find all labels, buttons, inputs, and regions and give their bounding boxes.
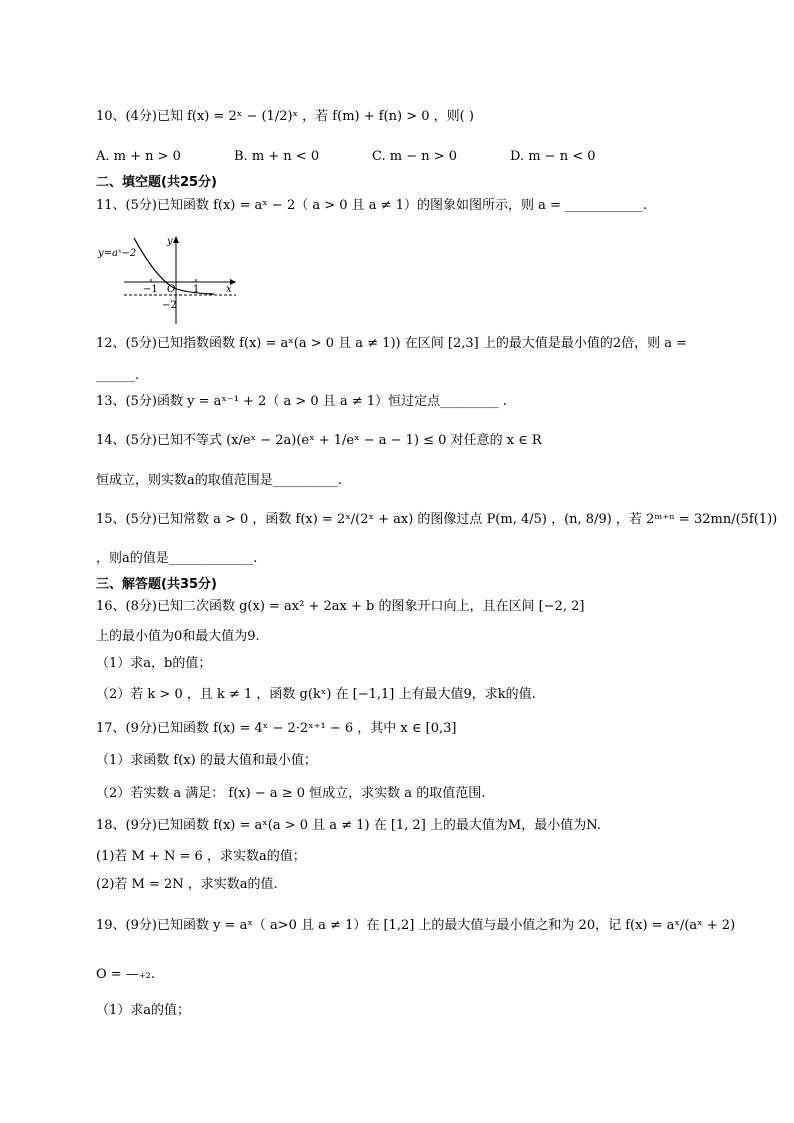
- q11-stem: 11、(5分)已知函数 f(x) = aˣ − 2（ a > 0 且 a ≠ 1）的图象如图所示，则 a = ____________.: [96, 198, 648, 213]
- q11-graph: [96, 234, 246, 324]
- curve-label: y=aˣ−2: [98, 248, 137, 259]
- q14-line1: 14、(5分)已知不等式 (x/eˣ − 2a)(eˣ + 1/eˣ − a − 1) ≤ 0 对任意的 x ∈ R: [96, 433, 542, 448]
- x-axis-label: x: [226, 284, 232, 295]
- q12-line2: ______.: [96, 368, 140, 383]
- q15-line2: ，则a的值是_____________.: [96, 551, 258, 566]
- q10-stem: 10、(4分)已知 f(x) = 2ˣ − (1/2)ˣ ，若 f(m) + f(n) > 0 ，则( ): [96, 109, 474, 124]
- q19-line1: 19、(9分)已知函数 y = aˣ（ a>0 且 a ≠ 1）在 [1,2] 上的最大值与最小值之和为 20，记 f(x) = aˣ/(aˣ + 2): [96, 918, 736, 933]
- q18-part2: (2)若 M = 2N ，求实数a的值.: [96, 877, 278, 892]
- q13-stem: 13、(5分)函数 y = aˣ⁻¹ + 2（ a > 0 且 a ≠ 1）恒过定点_________ .: [96, 394, 507, 409]
- tick-neg1: −1: [143, 284, 158, 295]
- q16-line2: 上的最小值为0和最大值为9.: [96, 629, 260, 644]
- q15-line1: 15、(5分)已知常数 a > 0 ，函数 f(x) = 2ˣ/(2ˣ + ax) 的图像过点 P(m, 4/5) ，(n, 8/9) ，若 2ᵐ⁺ⁿ = 32mn/(5f(1)): [96, 512, 778, 527]
- q17-part2: （2）若实数 a 满足： f(x) − a ≥ 0 恒成立，求实数 a 的取值范围.: [96, 786, 486, 801]
- y-axis-arrow-icon: [173, 236, 179, 243]
- q18-part1: (1)若 M + N = 6 ，求实数a的值；: [96, 849, 306, 864]
- q12-line1: 12、(5分)已知指数函数 f(x) = aˣ(a > 0 且 a ≠ 1)) 在区间 [2,3] 上的最大值是最小值的2倍，则 a =: [96, 336, 688, 351]
- q19-line2: O = —₊₂.: [96, 967, 156, 982]
- q16-part1: （1）求a，b的值；: [96, 656, 212, 671]
- q14-line2: 恒成立，则实数a的取值范围是__________.: [96, 473, 342, 488]
- tick-1: 1: [193, 284, 200, 295]
- q19-part1: （1）求a的值；: [96, 1003, 191, 1018]
- q16-line1: 16、(8分)已知二次函数 g(x) = ax² + 2ax + b 的图象开口向上，且在区间 [−2, 2]: [96, 599, 585, 614]
- q10-option-d: D. m − n < 0: [510, 149, 596, 164]
- q17-stem: 17、(9分)已知函数 f(x) = 4ˣ − 2·2ˣ⁺¹ − 6 ，其中 x ∈ [0,3]: [96, 721, 457, 736]
- q17-part1: （1）求函数 f(x) 的最大值和最小值；: [96, 753, 317, 768]
- tick-origin: O: [167, 284, 176, 295]
- tick-neg2: −2: [162, 300, 177, 311]
- q10-option-a: A. m + n > 0: [96, 149, 181, 164]
- q10-option-b: B. m + n < 0: [234, 149, 320, 164]
- section-fill-in-heading: 二、填空题(共25分): [96, 175, 217, 190]
- y-axis-label: y: [167, 236, 173, 247]
- q10-option-c: C. m − n > 0: [372, 149, 458, 164]
- q18-stem: 18、(9分)已知函数 f(x) = aˣ(a > 0 且 a ≠ 1) 在 [1, 2] 上的最大值为M，最小值为N.: [96, 818, 601, 833]
- q16-part2: （2）若 k > 0 ，且 k ≠ 1 ，函数 g(kˣ) 在 [−1,1] 上有最大值9，求k的值.: [96, 687, 536, 702]
- section-answer-heading: 三、解答题(共35分): [96, 577, 217, 592]
